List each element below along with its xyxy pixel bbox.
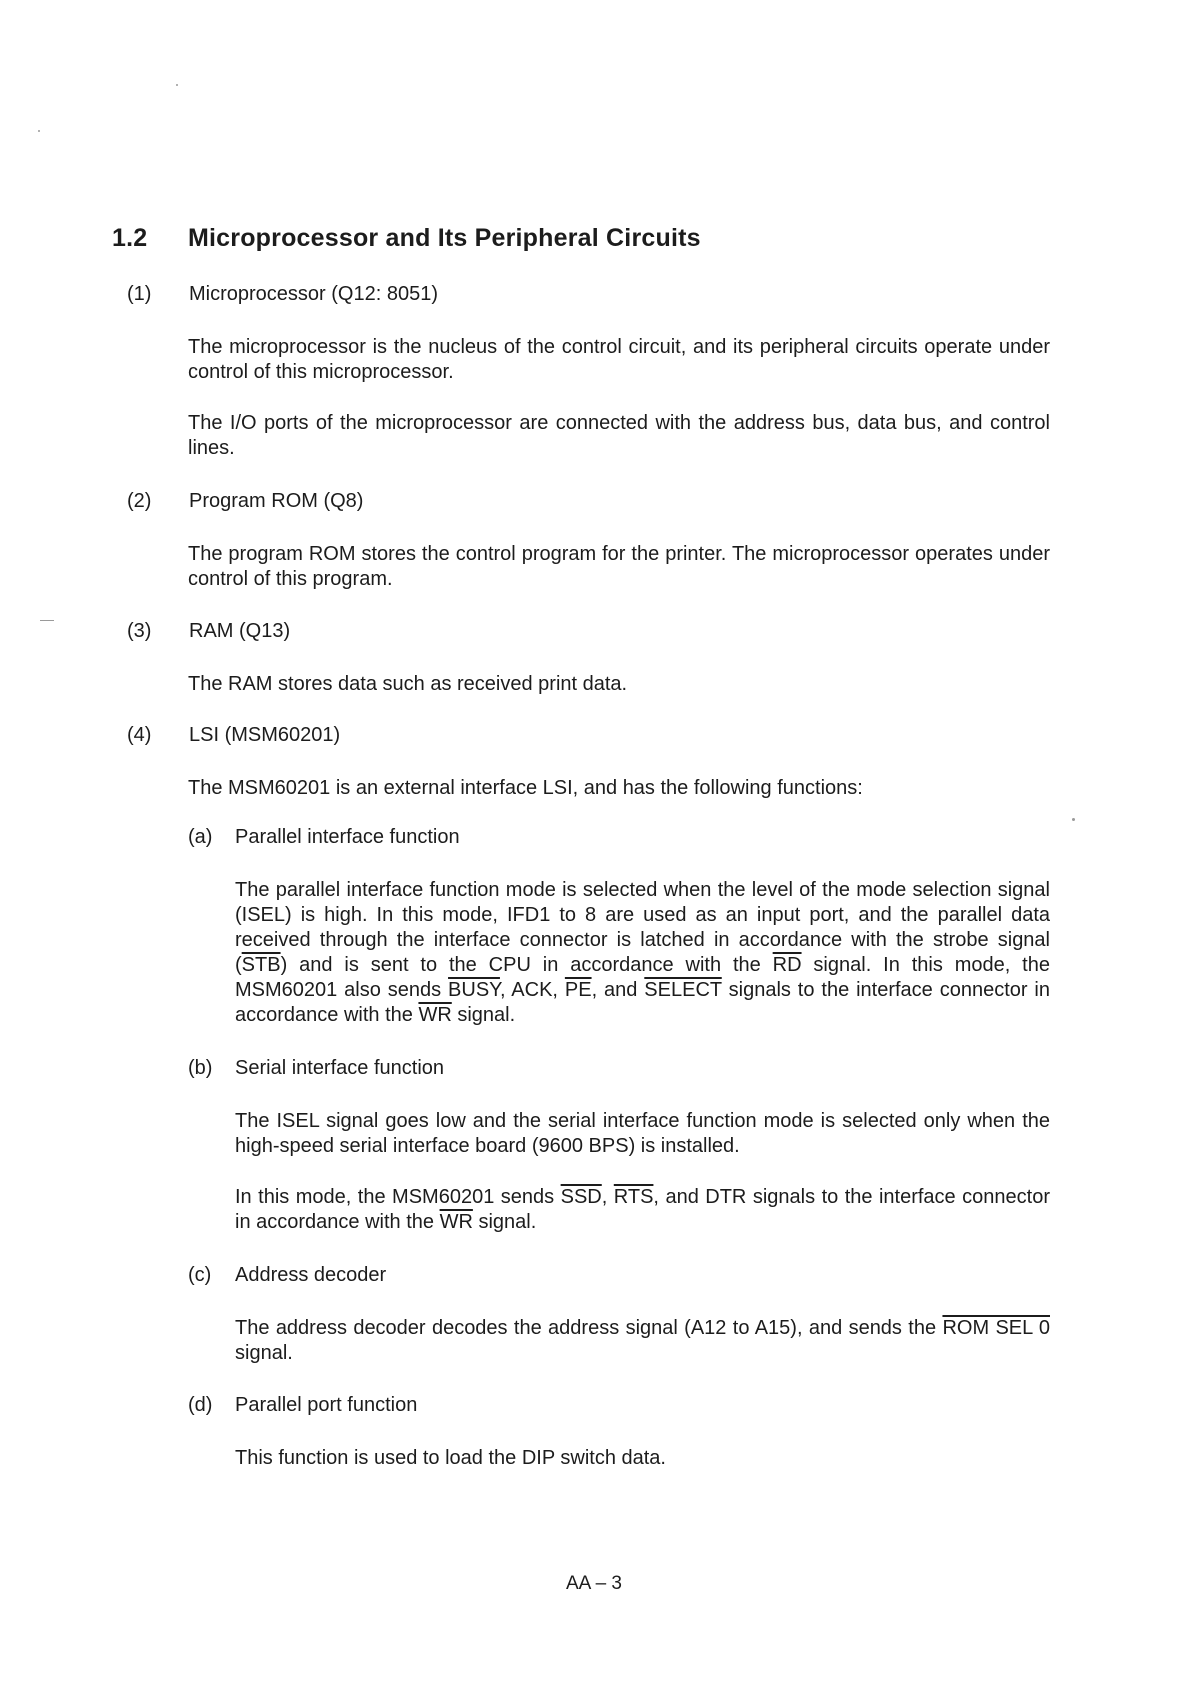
paragraph: The RAM stores data such as received print data.	[188, 673, 628, 695]
scan-speck	[40, 620, 54, 621]
text-run: , and DTR signals to the interface connector in accordance with the	[235, 1186, 1050, 1233]
item-title: LSI (MSM60201)	[189, 724, 341, 746]
signal-name-wr: $\overline{WR}$	[439, 1211, 473, 1233]
subitem-number: (b)	[188, 1057, 213, 1079]
item-number: (2)	[127, 490, 152, 512]
section-number: 1.2	[112, 224, 148, 252]
paragraph: The ISEL signal goes low and the serial interface function mode is selected only when the high-speed serial interface board (9600 BPS) is installed.	[235, 1110, 1050, 1157]
subitem-heading	[188, 1057, 444, 1080]
text-run: In this mode, the MSM60201 sends	[235, 1186, 561, 1208]
page-number: AA – 3	[566, 1573, 622, 1594]
signal-name-rd: $\overline{RD}$	[772, 954, 802, 976]
text-run: signal.	[235, 1342, 293, 1364]
text-run: signal. In this mode, the MSM60201 also sends	[235, 954, 1050, 1001]
paragraph	[235, 878, 1050, 1028]
paragraph: The MSM60201 is an external interface LSI, and has the following functions:	[188, 777, 863, 799]
paragraph: The microprocessor is the nucleus of the control circuit, and its peripheral circuits operate under control of this microprocessor.	[188, 336, 1050, 383]
scan-speck	[176, 84, 178, 86]
signal-name-pe: $\overline{PE}$	[564, 979, 592, 1001]
text-run: signals to the interface connector in accordance with the	[235, 979, 1050, 1026]
paragraph: The program ROM stores the control program for the printer. The microprocessor operates under control of this program.	[188, 543, 1050, 590]
item-heading	[127, 490, 363, 513]
subitem-number: (d)	[188, 1394, 213, 1416]
item-title: Microprocessor (Q12: 8051)	[189, 283, 438, 305]
paragraph: The I/O ports of the microprocessor are connected with the address bus, data bus, and control lines.	[188, 412, 1050, 459]
signal-name-stb: $\overline{STB}$	[241, 954, 281, 976]
subitem-title: Parallel port function	[235, 1394, 418, 1416]
signal-name-rts: $\overline{RTS}$	[613, 1186, 654, 1208]
subitem-heading	[188, 1264, 386, 1287]
subitem-title: Parallel interface function	[235, 826, 460, 848]
item-number: (4)	[127, 724, 152, 746]
item-number: (3)	[127, 620, 152, 642]
text-run: ,	[601, 1186, 614, 1208]
signal-name-busy: BUSY	[448, 979, 500, 1001]
signal-name-ssd: $\overline{SSD}$	[560, 1186, 602, 1208]
item-heading	[127, 283, 438, 306]
item-heading	[127, 620, 290, 643]
section-heading	[112, 224, 701, 253]
item-title: RAM (Q13)	[189, 620, 291, 642]
subitem-title: Address decoder	[235, 1264, 387, 1286]
item-title: Program ROM (Q8)	[189, 490, 364, 512]
scan-speck	[1072, 818, 1075, 821]
signal-name-rom-sel-0: ROM SEL 0	[942, 1317, 1050, 1339]
text-run: ) and is sent to the CPU in accordance with the	[280, 954, 773, 976]
paragraph	[235, 1316, 1050, 1366]
signal-name-select: SELECT	[644, 979, 722, 1001]
item-number: (1)	[127, 283, 152, 305]
text-run: The address decoder decodes the address signal (A12 to A15), and sends the	[235, 1317, 943, 1339]
paragraph	[235, 1185, 1050, 1235]
subitem-heading	[188, 1394, 417, 1417]
text-run: , and	[591, 979, 645, 1001]
text-run: , ACK,	[499, 979, 565, 1001]
subitem-title: Serial interface function	[235, 1057, 445, 1079]
text-run: signal.	[451, 1004, 516, 1026]
scan-speck	[38, 130, 40, 132]
item-heading	[127, 724, 340, 747]
subitem-number: (c)	[188, 1264, 212, 1286]
text-run: The parallel interface function mode is selected when the level of the mode selection signal (ISEL) is high. In this mode, IFD1 to 8 are used as an input port, and the parallel data received through the interface connector is latched in accordance with the strobe signal (	[235, 879, 1050, 976]
subitem-number: (a)	[188, 826, 213, 848]
paragraph: This function is used to load the DIP switch data.	[235, 1447, 666, 1469]
text-run: signal.	[472, 1211, 537, 1233]
section-title: Microprocessor and Its Peripheral Circuits	[188, 224, 701, 252]
signal-name-wr: $\overline{WR}$	[418, 1004, 452, 1026]
subitem-heading	[188, 826, 460, 849]
